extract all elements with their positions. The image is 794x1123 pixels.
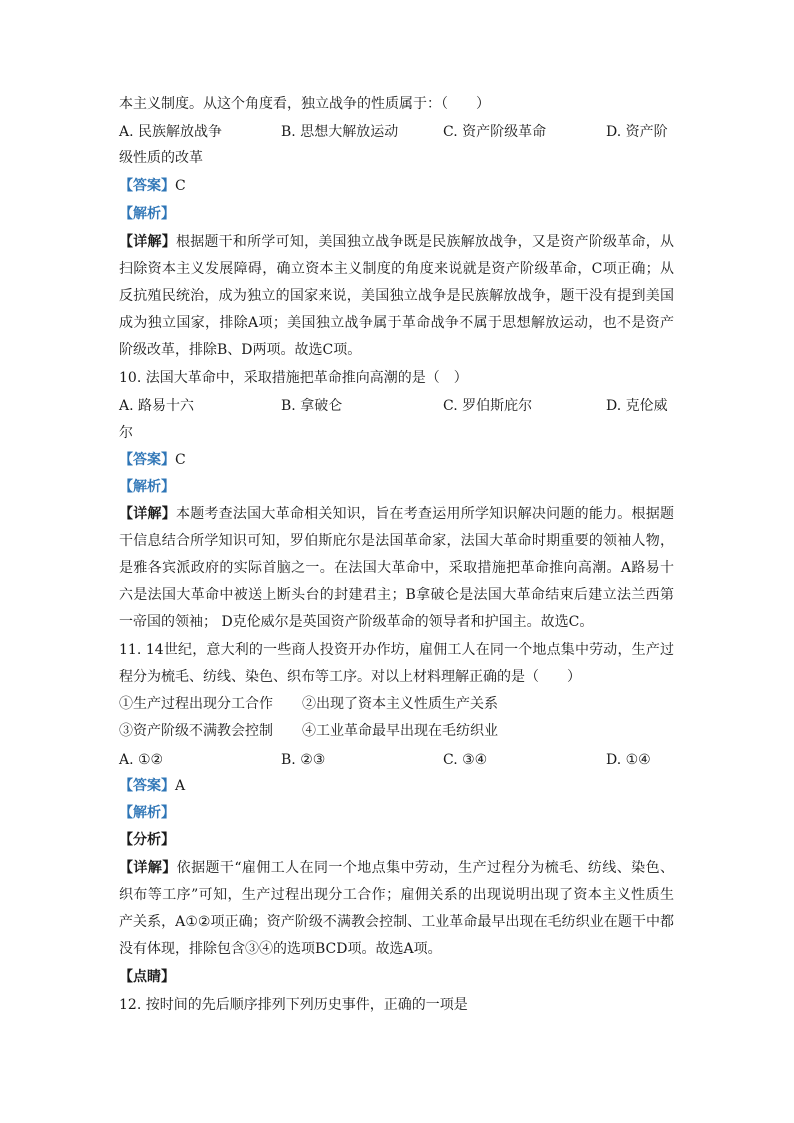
q10-detail-line-4: 六是法国大革命中被送上断头台的封建君主；B拿破仑是法国大革命结束后建立法兰西第 [119,587,674,603]
q9-option-a: A. 民族解放战争 [119,124,223,140]
q11-answer: 【答案】A [119,778,186,794]
q10-option-c: C. 罗伯斯庇尔 [443,398,533,414]
q10-option-d-cont: 尔 [119,425,133,441]
q11-analyze-tag: 【分析】 [119,832,175,848]
q9-detail-line-1: 【详解】根据题干和所学可知，美国独立战争既是民族解放战争，又是资产阶级革命，从 [119,234,675,250]
q11-option-b: B. ②③ [281,752,326,768]
answer-tag: 【答案】 [119,178,175,194]
q9-analysis-tag: 【解析】 [119,206,175,222]
q11-detail-line-3: 产关系，A①②项正确；资产阶级不满教会控制、工业革命最早出现在毛纺织业在题干中都 [119,914,674,930]
question-11-stem-1: 11. 14世纪，意大利的一些商人投资开办作坊，雇佣工人在同一个地点集中劳动，生产过 [119,642,674,658]
q11-detail-line-1: 【详解】依据题干“雇佣工人在同一个地点集中劳动，生产过程分为梳毛、纺线、染色、 [119,860,675,876]
q11-option-d: D. ①④ [606,752,651,768]
detail-tag: 【详解】 [119,234,176,250]
q9-detail-line-2: 扫除资本主义发展障碍，确立资本主义制度的角度来说就是资产阶级革命，C项正确；从 [119,261,674,277]
q9-answer: 【答案】C [119,178,186,194]
q11-option-a: A. ①② [119,752,164,768]
q11-statement-4: ④工业革命最早出现在毛纺织业 [302,723,498,739]
q10-detail-line-3: 是雅各宾派政府的实际首脑之一。在法国大革命中，采取措施把革命推向高潮。A路易十 [119,560,674,576]
q11-analysis-tag: 【解析】 [119,805,175,821]
q11-option-c: C. ③④ [443,752,488,768]
q11-detail-line-4: 没有体现，排除包含③④的选项BCD项。故选A项。 [119,941,442,957]
q10-analysis-tag: 【解析】 [119,479,175,495]
q10-answer: 【答案】C [119,452,186,468]
q9-detail-line-4: 成为独立国家，排除A项；美国独立战争属于革命战争不属于思想解放运动，也不是资产 [119,315,674,331]
q10-detail-line-2: 干信息结合所学知识可知，罗伯斯庇尔是法国革命家，法国大革命时期重要的领袖人物， [119,533,674,549]
q9-detail-line-5: 阶级改革，排除B、D两项。故选C项。 [119,342,362,358]
q11-detail-line-2: 织布等工序”可知，生产过程出现分工合作；雇佣关系的出现说明出现了资本主义性质生 [119,887,674,903]
q10-option-b: B. 拿破仑 [281,398,343,414]
q9-option-d-cont: 级性质的改革 [119,150,203,166]
q11-comment-tag: 【点睛】 [119,969,175,985]
question-10-stem: 10. 法国大革命中，采取措施把革命推向高潮的是（ ） [119,370,468,386]
q11-statement-2: ②出现了资本主义性质生产关系 [302,696,498,712]
q11-statement-3: ③资产阶级不满教会控制 [119,723,273,739]
q11-statement-1: ①生产过程出现分工合作 [119,696,273,712]
q10-detail-line-5: 一帝国的领袖； D克伦威尔是英国资产阶级革命的领导者和护国主。故选C。 [119,614,594,630]
q9-option-d: D. 资产阶 [606,124,668,140]
question-9-stem-end: 本主义制度。从这个角度看，独立战争的性质属于：（ ） [119,96,490,112]
q9-option-c: C. 资产阶级革命 [443,124,547,140]
q9-detail-line-3: 反抗殖民统治，成为独立的国家来说，美国独立战争是民族解放战争，题干没有提到美国 [119,288,674,304]
q10-detail-line-1: 【详解】本题考查法国大革命相关知识，旨在考查运用所学知识解决问题的能力。根据题 [119,506,675,522]
question-12-stem: 12. 按时间的先后顺序排列下列历史事件，正确的一项是 [119,997,468,1013]
q10-option-a: A. 路易十六 [119,398,195,414]
question-11-stem-2: 程分为梳毛、纺线、染色、织布等工序。对以上材料理解正确的是（ ） [119,669,581,685]
q9-option-b: B. 思想大解放运动 [281,124,399,140]
q10-option-d: D. 克伦威 [606,398,668,414]
